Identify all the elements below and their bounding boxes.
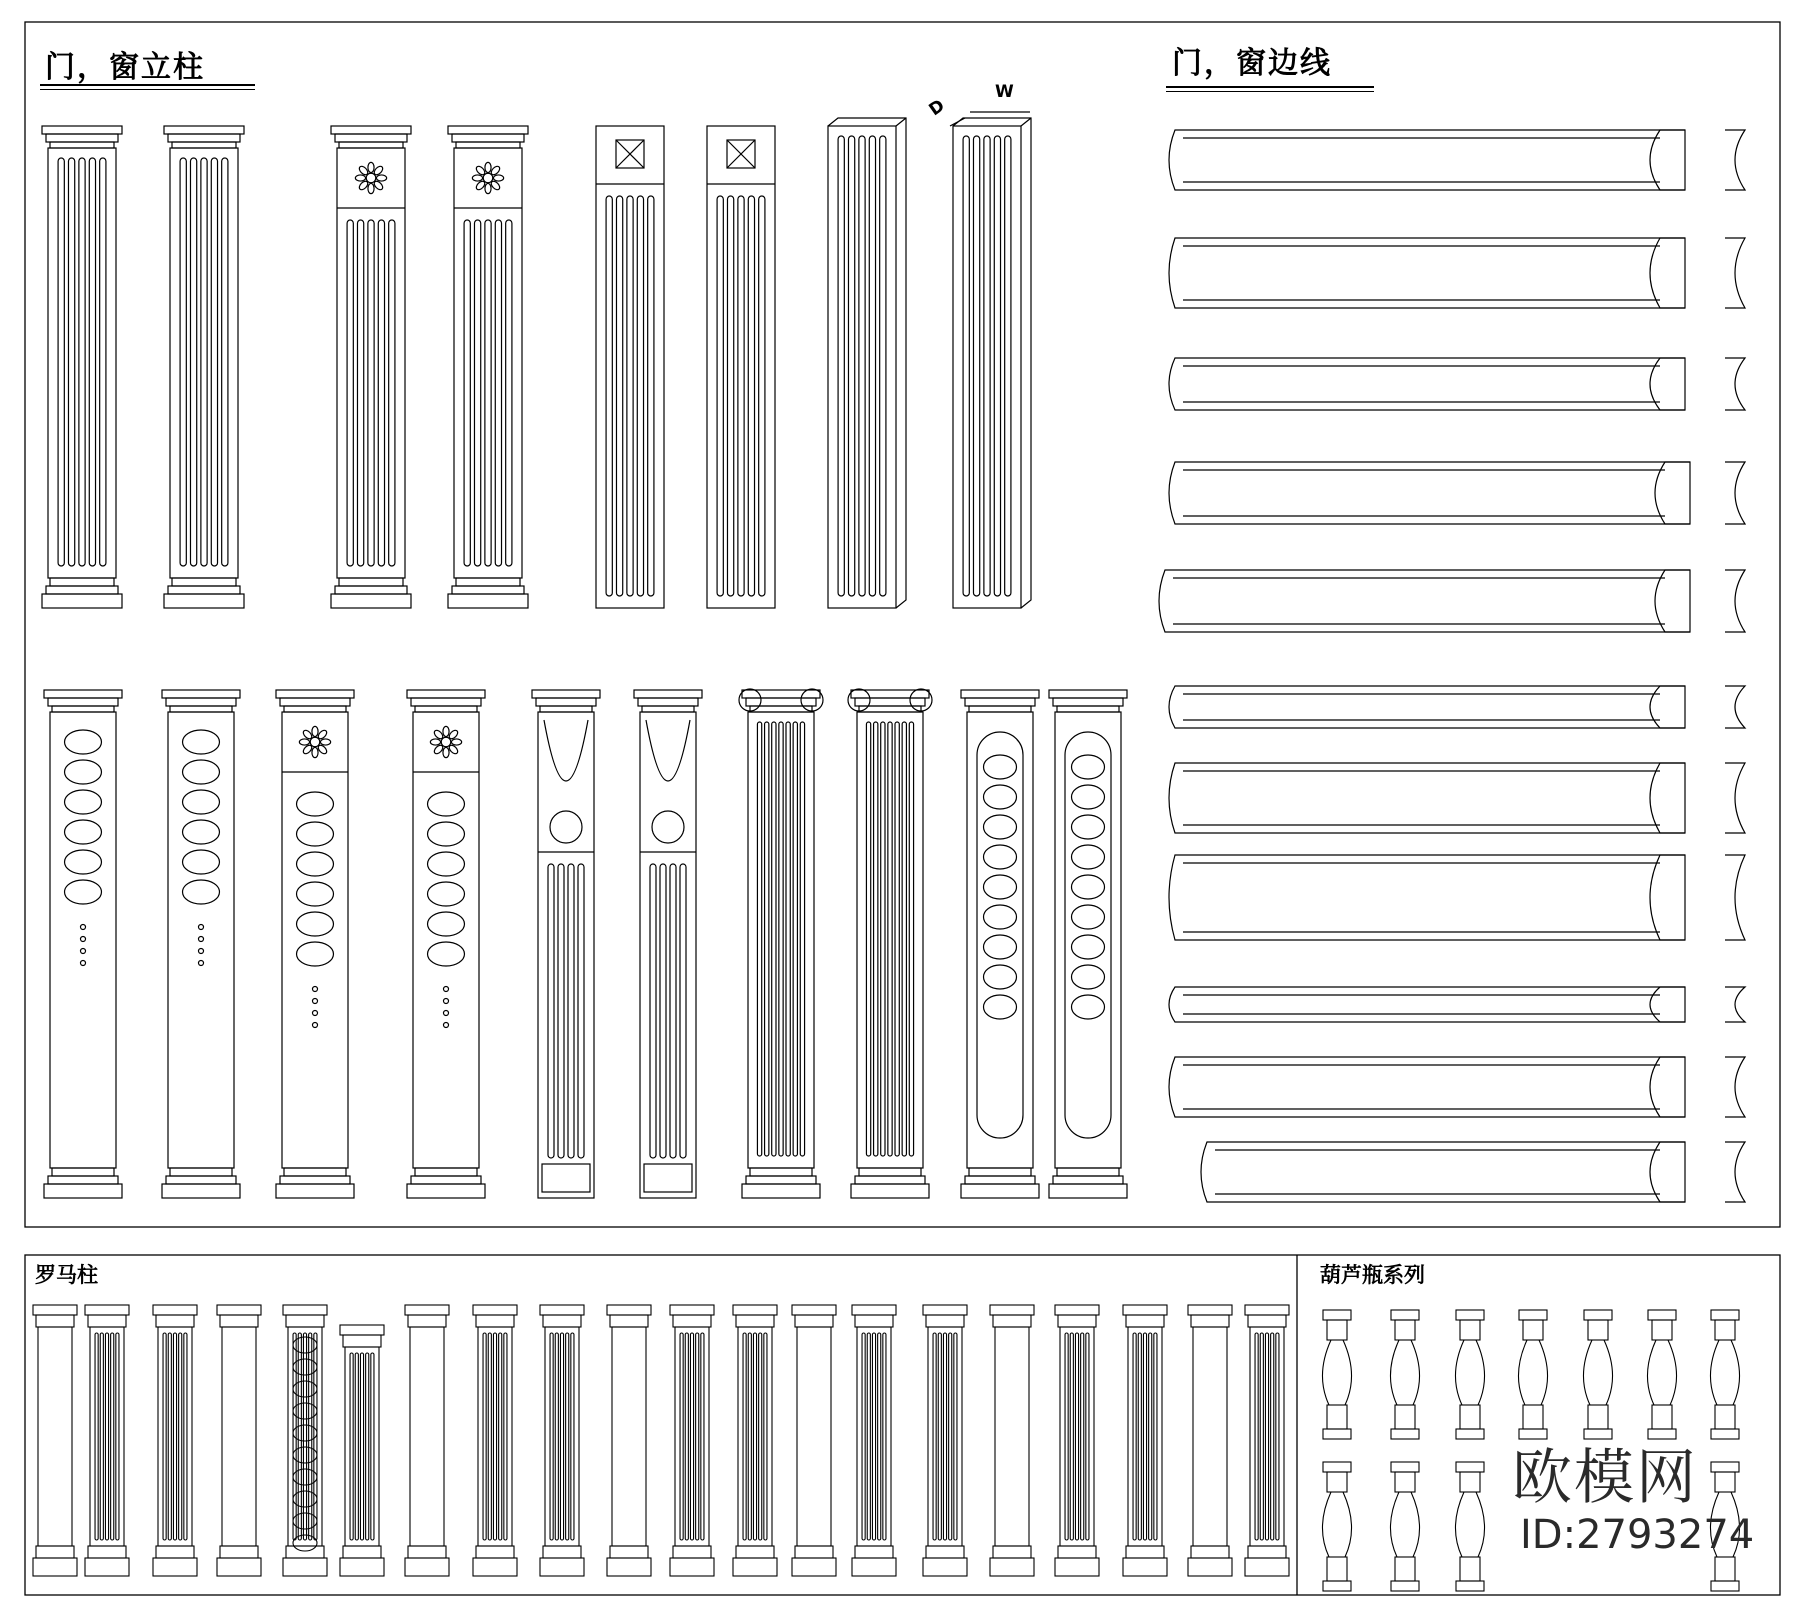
- pilaster-8: [953, 118, 1031, 608]
- trim-section-8: [1650, 855, 1685, 940]
- roman-column-19: [1188, 1305, 1232, 1576]
- roman-column-1: [33, 1305, 77, 1576]
- pilaster-3: [331, 126, 411, 608]
- trim-profile-1: [1169, 130, 1745, 190]
- roman-column-9: [540, 1305, 584, 1576]
- roman-column-11: [670, 1305, 714, 1576]
- baluster-2: [1390, 1310, 1419, 1439]
- trim-end-profile-6: [1725, 686, 1745, 728]
- baluster-4: [1518, 1310, 1547, 1439]
- trim-end-profile-5: [1725, 570, 1745, 632]
- trim-end-profile-11: [1725, 1142, 1745, 1202]
- trim-section-3: [1650, 358, 1685, 410]
- pilaster-13: [532, 690, 600, 1198]
- roman-column-3: [153, 1305, 197, 1576]
- trim-end-profile-4: [1725, 462, 1745, 524]
- gourd-balusters-title: 葫芦瓶系列: [1320, 1263, 1425, 1287]
- pilaster-18: [1049, 690, 1127, 1198]
- trim-section-9: [1650, 987, 1685, 1022]
- pilaster-12: [407, 690, 485, 1198]
- baluster-8: [1322, 1462, 1351, 1591]
- watermark-id: ID:2793274: [1520, 1512, 1755, 1558]
- roman-column-10: [607, 1305, 651, 1576]
- trim-profile-5: [1159, 570, 1745, 632]
- baluster-5: [1583, 1310, 1612, 1439]
- pilaster-5: [596, 126, 664, 608]
- roman-column-18: [1123, 1305, 1167, 1576]
- roman-column-17: [1055, 1305, 1099, 1576]
- trim-profile-6: [1169, 686, 1745, 728]
- trim-end-profile-8: [1725, 855, 1745, 940]
- trim-profile-11: [1201, 1142, 1745, 1202]
- baluster-1: [1322, 1310, 1351, 1439]
- trim-end-profile-10: [1725, 1057, 1745, 1117]
- trim-end-profile-7: [1725, 763, 1745, 833]
- trim-profile-2: [1169, 238, 1745, 308]
- trim-section-4: [1655, 462, 1690, 524]
- depth-dimension-label: D: [925, 95, 949, 121]
- watermark-brand: 欧模网: [1512, 1443, 1698, 1513]
- door-pilasters-row-2: [44, 689, 1127, 1198]
- door-pilasters-title-underline-2: [40, 89, 255, 90]
- trim-section-11: [1650, 1142, 1685, 1202]
- pilaster-14: [634, 690, 702, 1198]
- pilaster-7: [828, 118, 906, 608]
- trim-profile-8: [1169, 855, 1745, 940]
- pilaster-15: [739, 689, 823, 1198]
- door-trims-title-underline: [1166, 86, 1374, 88]
- trim-profile-4: [1169, 462, 1745, 524]
- roman-columns: [33, 1305, 1289, 1576]
- pilaster-4: [448, 126, 528, 608]
- depth-dimension-line: [950, 118, 965, 126]
- baluster-7: [1710, 1310, 1739, 1439]
- width-dimension-label: W: [995, 82, 1014, 102]
- baluster-3: [1455, 1310, 1484, 1439]
- pilaster-1: [42, 126, 122, 608]
- door-pilasters-title-underline: [40, 84, 255, 86]
- trim-profile-9: [1169, 987, 1745, 1022]
- door-trim-profiles: [1159, 130, 1745, 1202]
- pilaster-9: [44, 690, 122, 1198]
- trim-section-5: [1655, 570, 1690, 632]
- pilaster-2: [164, 126, 244, 608]
- pilaster-17: [961, 690, 1039, 1198]
- pilaster-10: [162, 690, 240, 1198]
- trim-section-6: [1650, 686, 1685, 728]
- baluster-9: [1390, 1462, 1419, 1591]
- trim-section-7: [1650, 763, 1685, 833]
- trim-section-2: [1650, 238, 1685, 308]
- trim-end-profile-3: [1725, 358, 1745, 410]
- roman-column-7: [405, 1305, 449, 1576]
- roman-column-14: [852, 1305, 896, 1576]
- roman-column-2: [85, 1305, 129, 1576]
- trim-end-profile-2: [1725, 238, 1745, 308]
- roman-column-6: [340, 1325, 384, 1576]
- trim-end-profile-1: [1725, 130, 1745, 190]
- roman-column-16: [990, 1305, 1034, 1576]
- trim-end-profile-9: [1725, 987, 1745, 1022]
- pilaster-11: [276, 690, 354, 1198]
- pilaster-6: [707, 126, 775, 608]
- trim-profile-10: [1169, 1057, 1745, 1117]
- baluster-10: [1455, 1462, 1484, 1591]
- door-pilasters-row-1: [42, 112, 1031, 608]
- roman-columns-title: 罗马柱: [35, 1263, 98, 1287]
- roman-column-15: [923, 1305, 967, 1576]
- roman-column-4: [217, 1305, 261, 1576]
- roman-column-20: [1245, 1305, 1289, 1576]
- door-pilasters-title: 门，窗立柱: [45, 50, 205, 85]
- trim-section-1: [1650, 130, 1685, 190]
- pilaster-16: [848, 689, 932, 1198]
- roman-column-5: [283, 1305, 327, 1576]
- trim-profile-7: [1169, 763, 1745, 833]
- baluster-6: [1647, 1310, 1676, 1439]
- roman-column-13: [792, 1305, 836, 1576]
- roman-column-8: [473, 1305, 517, 1576]
- trim-profile-3: [1169, 358, 1745, 410]
- door-trims-title-underline-2: [1166, 91, 1374, 92]
- trim-section-10: [1650, 1057, 1685, 1117]
- roman-column-12: [733, 1305, 777, 1576]
- door-trims-title: 门，窗边线: [1172, 46, 1332, 81]
